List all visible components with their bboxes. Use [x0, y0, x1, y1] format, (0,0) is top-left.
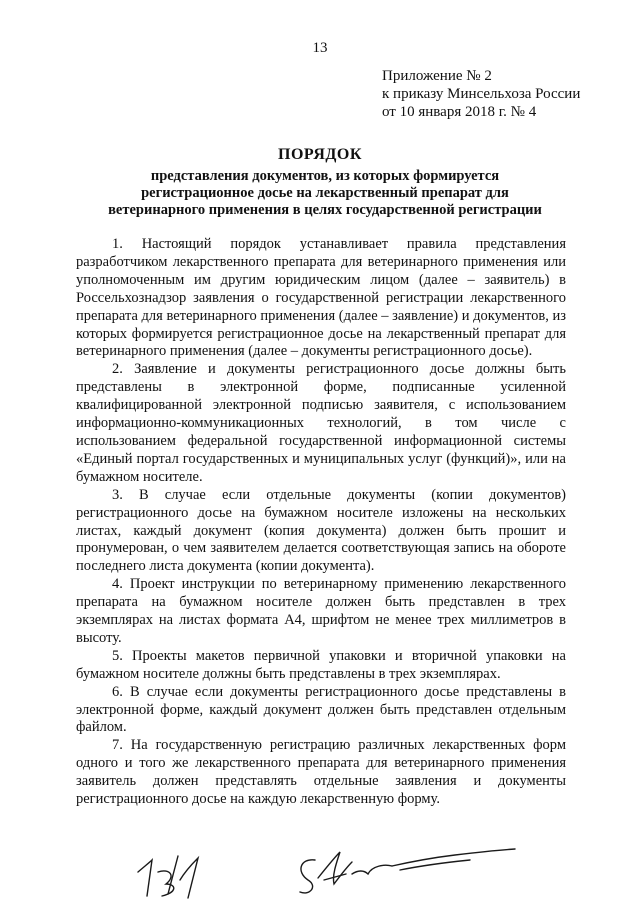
subtitle-line: ветеринарного применения в целях государственной регистрации [108, 202, 542, 218]
paragraph-3: 3. В случае если отдельные документы (копии документов) регистрационного досье на бумажном носителе изложены на нескольких листах, каждый документ (копия документа) должен быть прошит и пронумерован, о чем заявителем делается соответствующая запись на обороте последнего листа документа (копии документа). [76, 486, 566, 575]
paragraph-4: 4. Проект инструкции по ветеринарному применению лекарственного препарата на бумажном носителе должен быть представлен в трех экземплярах на листах формата А4, шрифтом не менее трех миллиметров в высоту. [76, 576, 566, 646]
appendix-line: Приложение № 2 [382, 68, 492, 84]
paragraph-6: 6. В случае если документы регистрационного досье представлены в электронной форме, каждый документ должен быть представлен отдельным файлом. [76, 683, 566, 736]
page-number: 13 [312, 40, 328, 56]
paragraph-5: 5. Проекты макетов первичной упаковки и вторичной упаковки на бумажном носителе должны быть представлены в трех экземплярах. [76, 647, 566, 682]
subtitle-line: представления документов, из которых формируется [150, 168, 500, 184]
paragraph-1: 1. Настоящий порядок устанавливает правила представления разработчиком лекарственного препарата для ветеринарного применения или уполномоченным им другим юридическим лицом (далее – заявитель) в Россельхознадзор заявления о государственной регистрации лекарственного препарата для ветеринарного применения (далее – заявление) и документов, из которых формируется регистрационное досье на лекарственный препарат для ветеринарного применения (далее – документы регистрационного досье). [76, 236, 566, 360]
handwritten-signature [300, 849, 515, 893]
document-title: ПОРЯДОК [278, 146, 362, 163]
appendix-line: от 10 января 2018 г. № 4 [382, 104, 537, 120]
paragraph-7: 7. На государственную регистрацию различных лекарственных форм одного и того же лекарственного препарата для ветеринарного применения заявитель должен представлять отдельные заявления и документы регистрационного досье на каждую лекарственную форму. [76, 737, 566, 808]
appendix-line: к приказу Минсельхоза России [382, 86, 581, 102]
subtitle-line: регистрационное досье на лекарственный препарат для [141, 185, 509, 201]
paragraph-2: 2. Заявление и документы регистрационного досье должны быть представлены в электронной форме, подписанные усиленной квалифицированной электронной подписью заявителя, с использованием информационно-коммуникационных технологий, в том числе с использованием федеральной государственной информационной системы «Единый портал государственных и муниципальных услуг (функций)», или на бумажном носителе. [76, 361, 566, 485]
initials-signature [138, 856, 198, 898]
